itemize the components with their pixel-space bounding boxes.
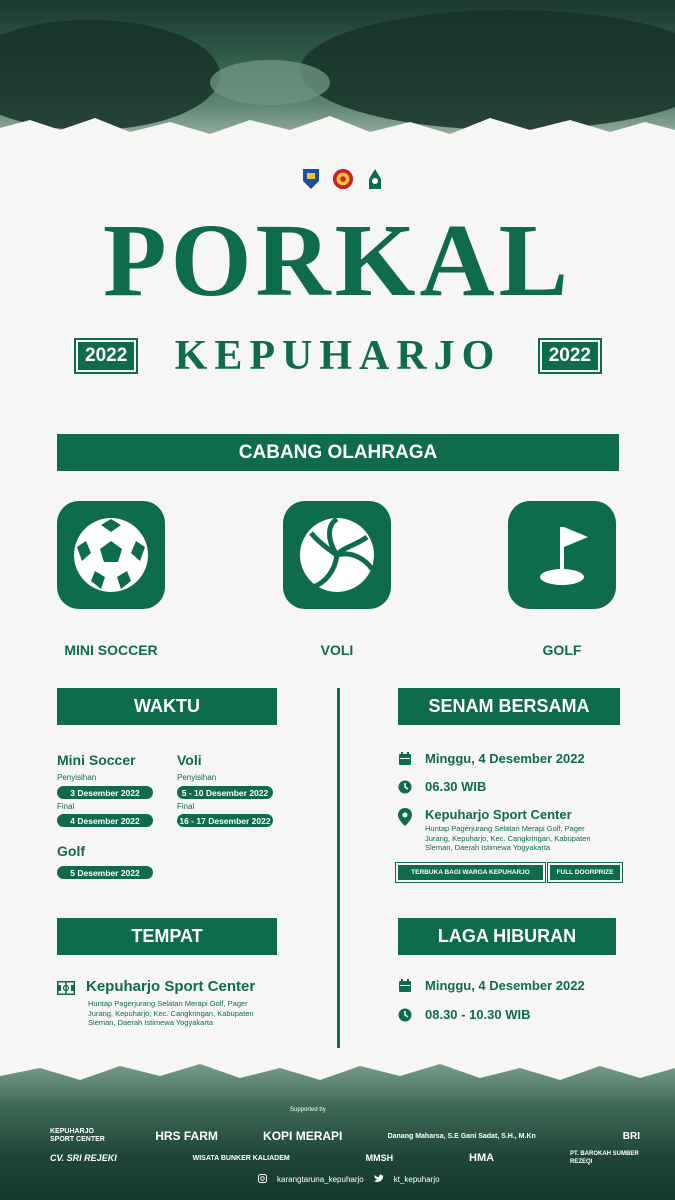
sponsor-logo: HRS FARM xyxy=(155,1129,218,1143)
senam-date: Minggu, 4 Desember 2022 xyxy=(425,751,585,766)
youth-org-emblem-icon xyxy=(332,166,354,192)
sponsor-logo: MMSH xyxy=(365,1153,394,1163)
mini-soccer-date-penyisihan: 3 Desember 2022 xyxy=(57,786,153,799)
calendar-icon xyxy=(398,979,412,993)
column-divider xyxy=(337,688,340,1048)
mini-soccer-date-final: 4 Desember 2022 xyxy=(57,814,153,827)
exhibition-date: Minggu, 4 Desember 2022 xyxy=(425,978,585,993)
clock-icon xyxy=(398,780,412,794)
golf-date: 5 Desember 2022 xyxy=(57,866,153,879)
voli-stage-penyisihan: Penyisihan xyxy=(177,773,217,782)
voli-stage-final: Final xyxy=(177,802,195,811)
year-badge-left: 2022 xyxy=(78,342,134,370)
venue-name: Kepuharjo Sport Center xyxy=(86,978,256,995)
soccer-ball-icon xyxy=(57,501,165,609)
field-icon xyxy=(57,981,75,995)
senam-time: 06.30 WIB xyxy=(425,779,487,794)
torn-paper-edge-top xyxy=(0,110,675,150)
golf-flag-icon xyxy=(508,501,616,609)
schedule-voli-title: Voli xyxy=(177,752,202,768)
location-pin-icon xyxy=(398,808,412,826)
sponsor-logo: PT. BAROKAH SUMBER REZEQI xyxy=(569,1151,639,1165)
twitter-icon xyxy=(374,1174,384,1185)
sponsor-logo: BRI xyxy=(622,1130,640,1142)
instagram-handle[interactable]: karangtaruna_kepuharjo xyxy=(277,1175,364,1184)
social-links xyxy=(258,1174,440,1185)
voli-date-penyisihan: 5 - 10 Desember 2022 xyxy=(177,786,273,799)
sport-label-golf: GOLF xyxy=(542,642,582,658)
schedule-golf-title: Golf xyxy=(57,843,85,859)
torn-paper-edge-bottom xyxy=(0,1048,675,1088)
supported-by-label: Supported by xyxy=(290,1107,326,1113)
senam-address: Huntap Pagerjurang Selatan Merapi Golf, Pager Jurang, Kepuharjo, Kec. Cangkringan, Kabupaten Sleman, Daerah Istimewa Yogyakarta xyxy=(425,824,591,852)
mountain-logo-icon xyxy=(364,166,386,192)
sponsor-logo: KEPUHARJO SPORT CENTER xyxy=(50,1128,105,1143)
sports-heading: CABANG OLAHRAGA xyxy=(57,434,619,471)
twitter-handle[interactable]: kt_kepuharjo xyxy=(393,1175,440,1184)
sponsor-logos-row-1 xyxy=(50,1128,640,1144)
organizer-logos xyxy=(300,166,386,192)
regency-emblem-icon xyxy=(300,166,322,192)
mini-soccer-stage-final: Final xyxy=(57,802,75,811)
volleyball-icon xyxy=(283,501,391,609)
sponsor-logo: WISATA BUNKER KALIADEM xyxy=(192,1154,290,1162)
sponsor-logo: KOPI MERAPI xyxy=(263,1129,343,1143)
sponsor-logos-row-2 xyxy=(50,1150,640,1166)
sponsor-logo: HMA xyxy=(469,1152,495,1164)
schedule-mini-soccer-title: Mini Soccer xyxy=(57,752,136,768)
senam-venue: Kepuharjo Sport Center xyxy=(425,807,572,822)
exhibition-match-heading: LAGA HIBURAN xyxy=(398,918,616,955)
mini-soccer-stage-penyisihan: Penyisihan xyxy=(57,773,97,782)
clock-icon xyxy=(398,1008,412,1022)
schedule-heading: WAKTU xyxy=(57,688,277,725)
sponsor-logo: CV. SRI REJEKI xyxy=(50,1153,117,1163)
year-badge-right: 2022 xyxy=(542,342,598,370)
event-title: PORKAL xyxy=(103,203,572,318)
senam-heading: SENAM BERSAMA xyxy=(398,688,620,725)
exhibition-time: 08.30 - 10.30 WIB xyxy=(425,1007,531,1022)
calendar-icon xyxy=(398,752,412,766)
venue-heading: TEMPAT xyxy=(57,918,277,955)
event-subtitle: KEPUHARJO xyxy=(174,333,502,379)
subtitle-row xyxy=(78,332,598,380)
venue-address: Huntap Pagerjurang Selatan Merapi Golf, Pager Jurang, Kepuharjo, Kec. Cangkringan, Kabupaten Sleman, Daerah Istimewa Yogyakarta xyxy=(88,999,254,1027)
sponsor-logo: Danang Maharsa, S.E Gani Sadat, S.H., M.Kn xyxy=(387,1132,536,1140)
voli-date-final: 16 - 17 Desember 2022 xyxy=(177,814,273,827)
sport-label-voli: VOLI xyxy=(320,642,354,658)
instagram-icon xyxy=(258,1174,267,1185)
sport-label-mini-soccer: MINI SOCCER xyxy=(64,642,158,658)
doorprize-tag: FULL DOORPRIZE xyxy=(550,865,620,880)
open-to-residents-tag: TERBUKA BAGI WARGA KEPUHARJO xyxy=(398,865,543,880)
